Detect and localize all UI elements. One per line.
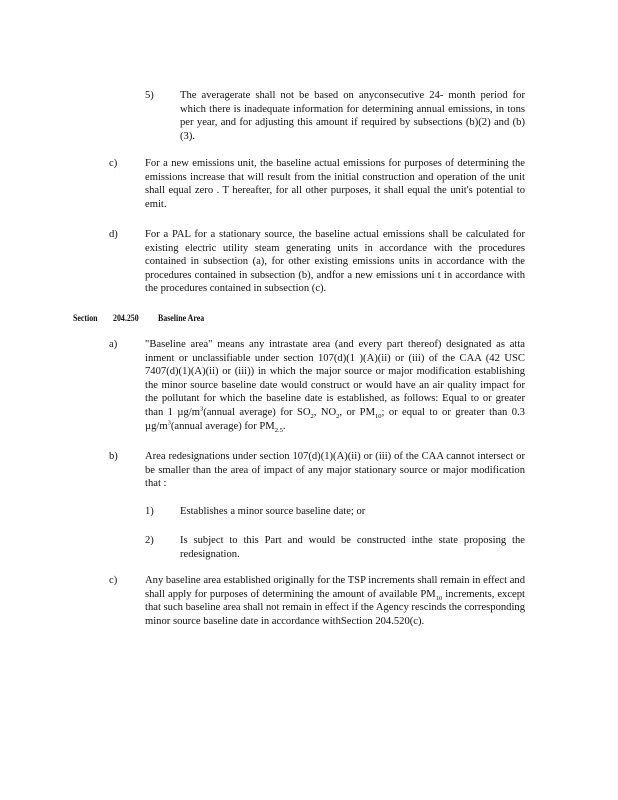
item-5-label: 5) <box>145 90 154 101</box>
item-d-text: For a PAL for a stationary source, the baseline actual emissions shall be calculated for existing electric utility steam generating units in accordance with the procedures contained in subsection (a), for other existing emissions units in accordance with the procedures contained in subsection (b), andfor a new emissions uni t in accordance with the procedures contained in subsection (c). <box>145 229 525 295</box>
sub-1-text: Establishes a minor source baseline date; or <box>180 506 366 517</box>
sub-2-label: 2) <box>145 535 154 546</box>
item-d-label: d) <box>109 229 118 240</box>
sec-b-text: Area redesignations under section 107(d)(1)(A)(ii) or (iii) of the CAA cannot intersect or be smaller than the area of impact of any major stationary source or major modification that : <box>145 451 525 490</box>
section-title: Baseline Area <box>158 313 205 323</box>
item-c-label: c) <box>109 158 118 169</box>
sec-b-label: b) <box>109 451 118 462</box>
sub-1-label: 1) <box>145 506 154 517</box>
sec-c-label: c) <box>109 575 118 586</box>
sec-c-text: Any baseline area established originally for the TSP increments shall remain in effect and shall apply for purposes of determining the amount of available $PM_{10}$ increments, except that such baseline area shall not remain in effect if the Agency rescinds the corresponding minor source baseline date in accordance withSection 204.520(c). <box>145 575 525 627</box>
sub-2-text: Is subject to this Part and would be constructed inthe state proposing the redesignation. <box>180 535 525 560</box>
sec-a-label: a) <box>109 339 118 350</box>
item-c-text: For a new emissions unit, the baseline actual emissions for purposes of determining the emissions increase that will result from the initial construction and operation of the unit shall equal zero . T hereafter, for all other purposes, it shall equal the unit's potential to emit. <box>145 158 525 210</box>
item-5-text: The averagerate shall not be based on anyconsecutive 24- month period for which there is inadequate information for determining annual emissions, in tons per year, and for adjusting this amount if required by subsections (b)(2) and (b)(3). <box>180 90 525 142</box>
section-word: Section <box>73 313 98 323</box>
sec-a-text: "Baseline area" means any intrastate area (and every part thereof) designated as atta inment or unclassifiable under section 107(d)(1 )(A)(ii) or (iii) of the CAA (42 USC 7407(d)(1)(A)(ii) or (iii)) in which the major source or major modification establishing the minor source baseline date would construct or would have an air quality impact for the pollutant for which the baseline date is established, as follows: Equal to or greater than 1 $\mu g/m^3(annual$ average) for $SO_2$, $NO_2$, or $PM_{10}$; or equal to or greater than 0.3 $\mu g/m^3(annual$ average) for $PM_{2.5}$. <box>145 339 525 434</box>
section-number: 204.250 <box>113 313 139 323</box>
